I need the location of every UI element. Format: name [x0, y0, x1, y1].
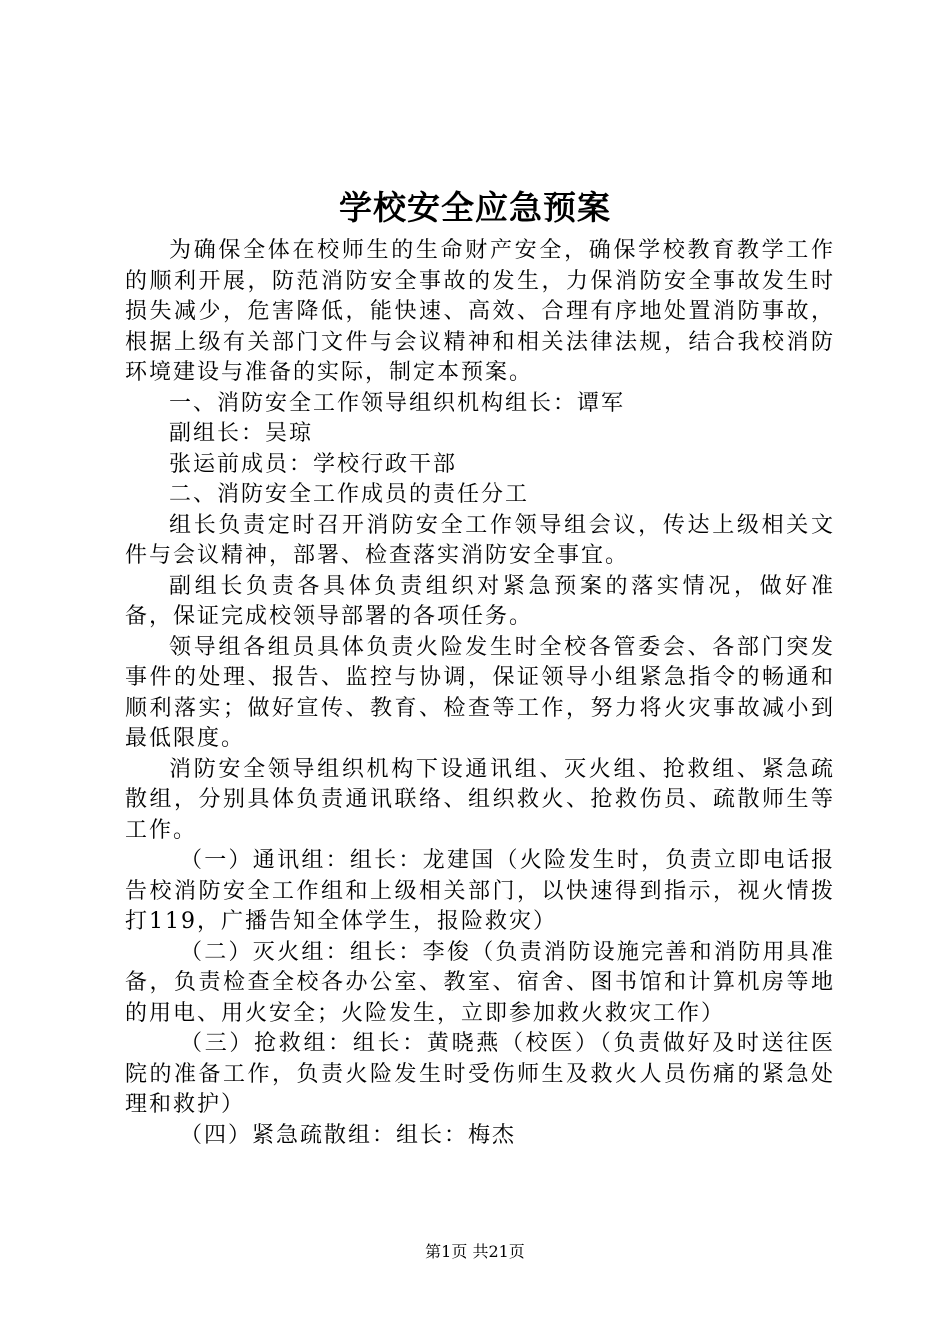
- deputy-duty-paragraph: 副组长负责各具体负责组织对紧急预案的落实情况，做好准备，保证完成校领导部署的各项任务。: [125, 573, 835, 629]
- leader-duty-paragraph: 组长负责定时召开消防安全工作领导组会议，传达上级相关文件与会议精神，部署、检查落实消防安全事宜。: [125, 512, 835, 568]
- member-duty-paragraph: 领导组各组员具体负责火险发生时全校各管委会、各部门突发事件的处理、报告、监控与协调，保证领导小组紧急指令的畅通和顺利落实；做好宣传、教育、检查等工作，努力将火灾事故减小到最低限度。: [125, 634, 835, 751]
- document-title: 学校安全应急预案: [339, 188, 611, 227]
- members-line: 张运前成员：学校行政干部: [169, 451, 458, 477]
- evacuation-group-paragraph: （四）紧急疏散组：组长：梅杰: [180, 1122, 517, 1148]
- section-heading-responsibilities: 二、消防安全工作成员的责任分工: [169, 482, 530, 507]
- firefighting-group-paragraph: （二）灭火组：组长：李俊（负责消防设施完善和消防用具准备，负责检查全校各办公室、教室、宿舍、图书馆和计算机房等地的用电、用火安全；火险发生，立即参加救火救灾工作）: [125, 939, 835, 1026]
- intro-paragraph: 为确保全体在校师生的生命财产安全，确保学校教育教学工作的顺利开展，防范消防安全事故的发生，力保消防安全事故发生时损失减少，危害降低，能快速、高效、合理有序地处置消防事故，根据上级有关部门文件与会议精神和相关法律法规，结合我校消防环境建设与准备的实际，制定本预案。: [125, 238, 835, 385]
- section-heading-leadership: 一、消防安全工作领导组织机构组长：谭军: [169, 390, 626, 416]
- page-indicator: 第1页 共21页: [425, 1242, 525, 1261]
- document-body: [125, 236, 835, 1151]
- subgroups-paragraph: 消防安全领导组织机构下设通讯组、灭火组、抢救组、紧急疏散组，分别具体负责通讯联络、组织救火、抢救伤员、疏散师生等工作。: [125, 756, 835, 843]
- deputy-leader-line: 副组长：吴琼: [169, 421, 314, 446]
- communication-group-paragraph: （一）通讯组：组长：龙建国（火险发生时，负责立即电话报告校消防安全工作组和上级相关部门，以快速得到指示，视火情拨打119，广播告知全体学生，报险救灾）: [125, 848, 835, 934]
- rescue-group-paragraph: （三）抢救组：组长：黄晓燕（校医）（负责做好及时送往医院的准备工作，负责火险发生时受伤师生及救火人员伤痛的紧急处理和救护）: [125, 1031, 835, 1117]
